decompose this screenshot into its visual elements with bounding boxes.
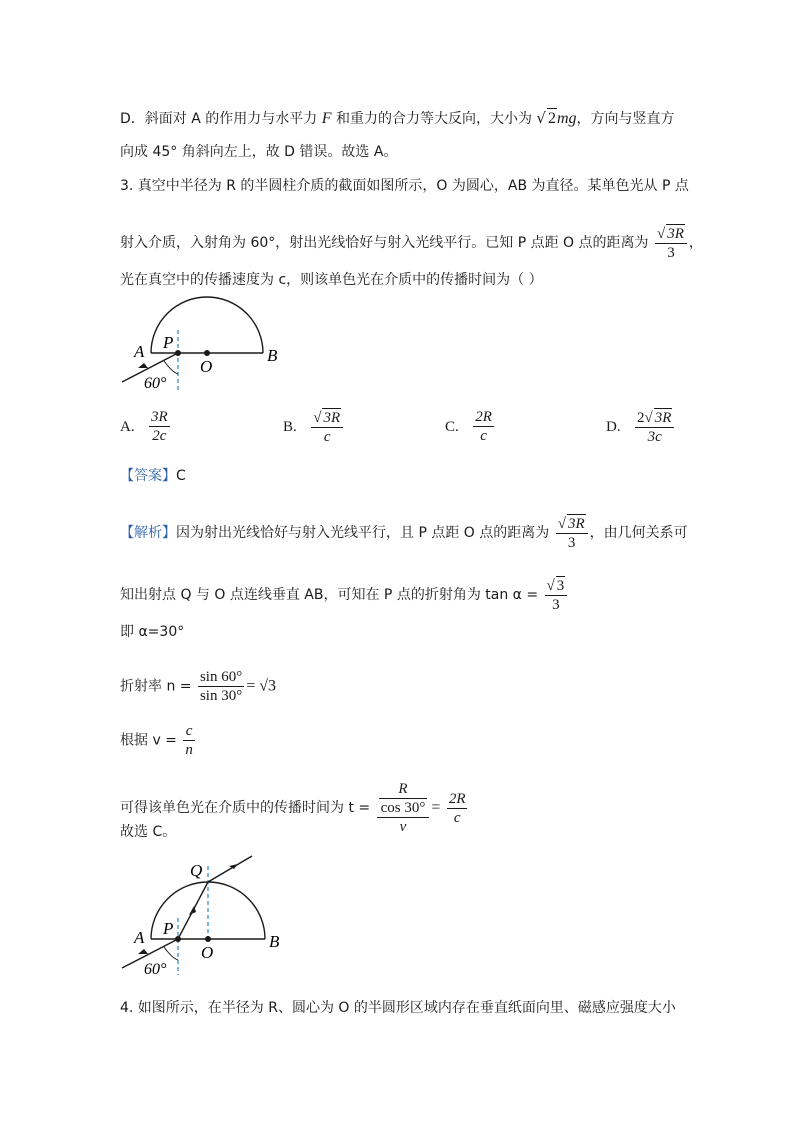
point-P: [175, 350, 181, 356]
incident-arrow: [138, 363, 148, 368]
sqrt-sign: √: [536, 109, 546, 127]
semicircle-figure-1: [110, 292, 290, 402]
semicircle-figure-2: [110, 848, 300, 980]
analysis-line3: 即 α=30°: [120, 624, 185, 640]
label-P: P: [163, 333, 174, 352]
analysis-line2: 知出射点 Q 与 O 点连线垂直 AB，可知在 P 点的折射角为 tan α = $\frac{√ 3}{3}$: [120, 576, 569, 614]
option-C[interactable]: C. $\frac{2R}{c}$: [445, 409, 492, 444]
compound-fraction: $\frac{\frac{R}{\cos 30^\circ}}{v}$: [377, 780, 430, 836]
point-O-2: [205, 936, 211, 942]
q3-line3: 光在真空中的传播速度为 c，则该单色光在介质中的传播时间为（ ）: [120, 272, 543, 288]
point-P-2: [175, 936, 181, 942]
label-angle-2: 60°: [144, 961, 167, 978]
label-B-2: B: [269, 932, 280, 951]
analysis-line4: 折射率 n = $\frac{\sin 60^\circ}{\sin 30^\circ}$ = √3: [120, 669, 277, 704]
answer-line: [120, 466, 186, 486]
option-B[interactable]: B. $\frac{√ 3R}{c}$: [283, 408, 345, 446]
analysis-line7: 故选 C。: [120, 824, 177, 840]
label-O-2: O: [201, 943, 214, 962]
label-A-2: A: [134, 928, 145, 947]
emergent-ray: [208, 856, 252, 882]
label-A: A: [134, 342, 145, 361]
var-F: F: [321, 110, 332, 127]
option-A[interactable]: A. $\frac{3R}{2c}$: [120, 409, 168, 444]
analysis-line1: 【解析】因为射出光线恰好与射入光线平行，且 P 点距 O 点的距离为 $\frac{√ 3R}{3}$ ，由几何关系可: [120, 516, 688, 551]
point-O: [204, 350, 210, 356]
incident-arrow-2: [138, 949, 148, 954]
label-Q: Q: [190, 861, 203, 880]
q3-line1: 3. 真空中半径为 R 的半圆柱介质的截面如图所示，O 为圆心，AB 为直径。某单色光从 P 点: [120, 178, 689, 194]
dist-fraction: $\frac{√ 3R}{3}$: [655, 224, 687, 262]
analysis-line5: 根据 v = $\frac{c}{n}$: [120, 723, 193, 758]
answer-value: C: [176, 468, 186, 484]
analysis-tag: 【解析】: [120, 525, 176, 541]
prev-d-line2: 向成 45° 角斜向左上，故 D 错误。故选 A。: [120, 144, 398, 160]
prev-d-line1: D．斜面对 A 的作用力与水平力 F 和重力的合力等大反向，大小为 √ 2mg，方向与竖直方: [120, 109, 675, 127]
q4-line1: 4. 如图所示，在半径为 R、圆心为 O 的半圆形区域内存在垂直纸面向里、磁感应强度大小: [120, 1000, 676, 1016]
label-angle: 60°: [144, 375, 167, 392]
angle-arc: [164, 361, 178, 374]
option-D[interactable]: D. $\frac{2√ 3R}{3c}$: [606, 408, 676, 446]
label-P-2: P: [163, 919, 174, 938]
label-O: O: [200, 357, 213, 376]
q3-line2: 射入介质，入射角为 60°，射出光线恰好与射入光线平行。已知 P 点距 O 点的距离为 $\frac{√ 3R}{3}$ ，: [120, 226, 703, 261]
analysis-line6: 可得该单色光在介质中的传播时间为 t = $\frac{\frac{R}{\cos 30^\circ}}{v}$ = $\frac{2R}{c}$: [120, 781, 466, 835]
angle-arc-2: [164, 947, 178, 960]
answer-tag: 【答案】: [120, 468, 176, 484]
label-B: B: [267, 346, 278, 365]
